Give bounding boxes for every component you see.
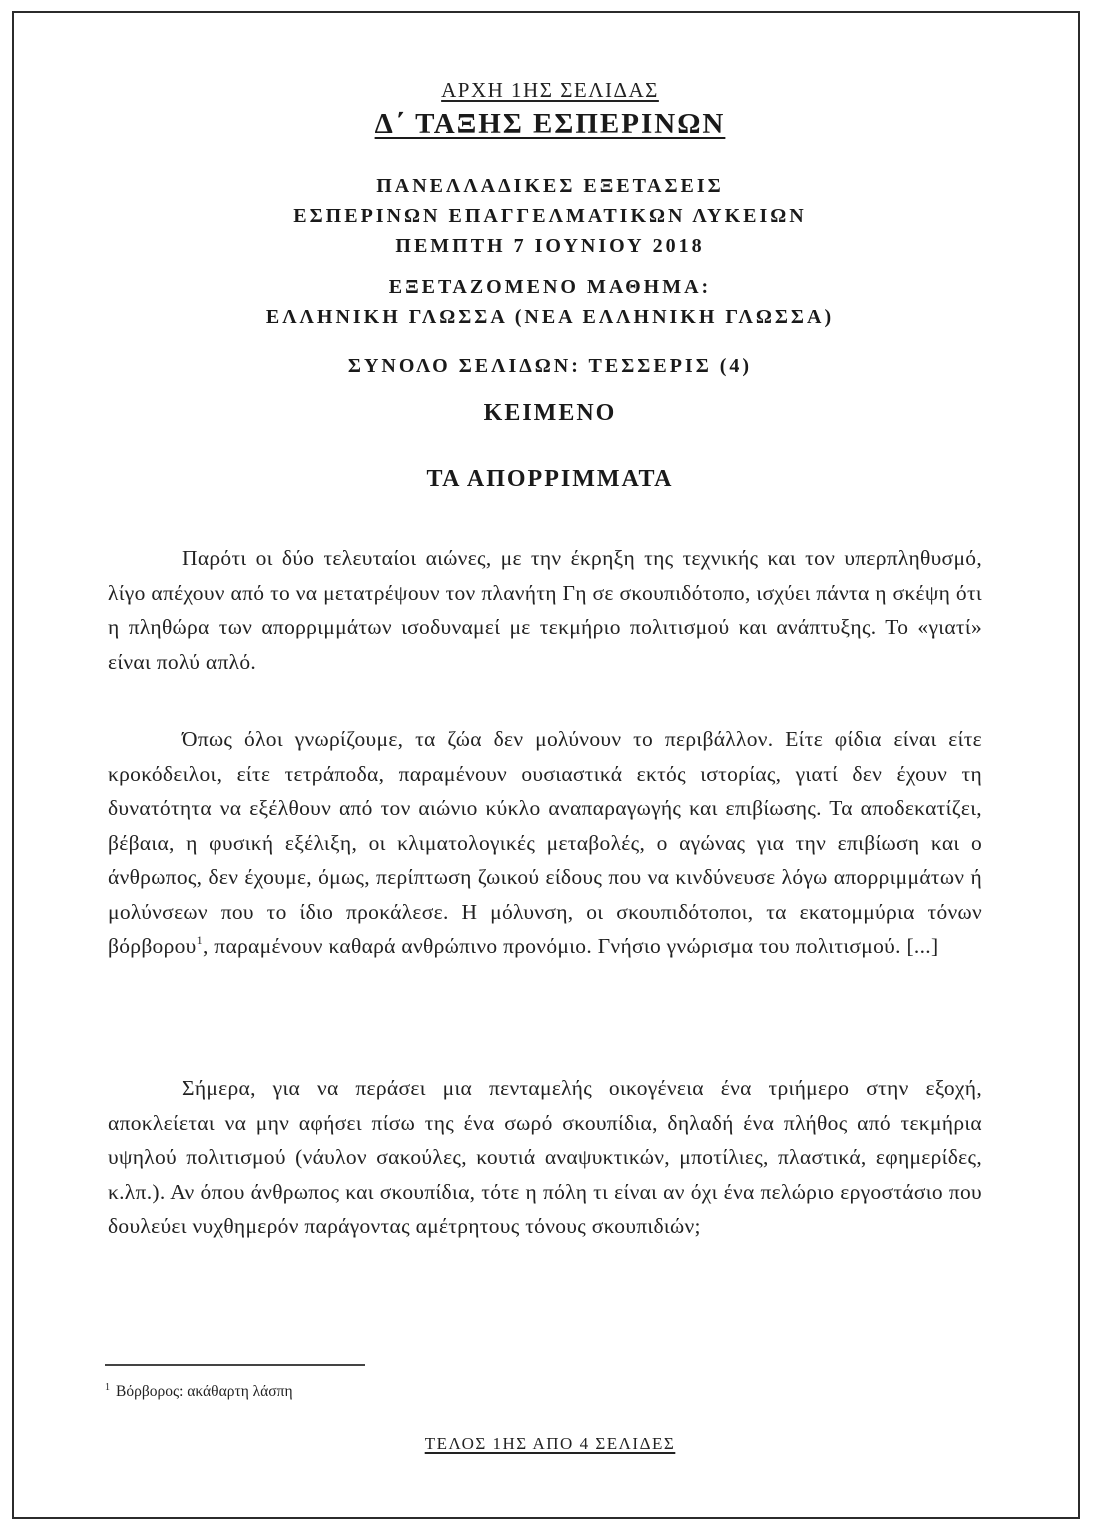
section-heading: ΚΕΙΜΕΝΟ — [483, 400, 617, 426]
paragraph-2-text-start: Όπως όλοι γνωρίζουμε, τα ζώα δεν μολύνουν το περιβάλλον. Είτε φίδια είναι είτε κροκόδειλοι, είτε τετράποδα, παραμένουν ουσιαστικά εκτός ιστορίας, γιατί δεν έχουν τη δυνατότητα να εξέλθουν από τον αιώνιο κύκλο αναπαραγωγής και επιβίωσης. Τα αποδεκατίζει, βέβαια, η φυσική εξέλιξη, οι κλιματολογικές μεταβολές, ο αγώνας για την επιβίωση και ο άνθρωπος, δεν έχουμε, όμως, περίπτωση ζωικού είδους που να κινδύνευσε λόγω απορριμμάτων ή μολύνσεων που το ίδιο προκάλεσε. Η μόλυνση, οι σκουπιδότοποι, τα εκατομμύρια τόνων βόρβορου — [108, 727, 982, 958]
exam-date-line: ΠΕΜΠΤΗ 7 ΙΟΥΝΙΟΥ 2018 — [395, 235, 705, 257]
article-title: ΤΑ ΑΠΟΡΡΙΜΜΑΤΑ — [426, 466, 674, 492]
total-pages: ΣΥΝΟΛΟ ΣΕΛΙΔΩΝ: ΤΕΣΣΕΡΙΣ (4) — [347, 355, 753, 377]
paragraph-1-text: Παρότι οι δύο τελευταίοι αιώνες, με την έκρηξη της τεχνικής και τον υπερπληθυσμό, λίγο απέχουν από το να μετατρέψουν τον πλανήτη Γη σε σκουπιδότοπο, ισχύει πάντα η σκέψη ότι η πληθώρα των απορριμμάτων ισοδυναμεί με τεκμήριο πολιτισμού και ανάπτυξης. Το «γιατί» είναι πολύ απλό. — [108, 546, 982, 674]
exam-school-line: ΕΣΠΕΡΙΝΩΝ ΕΠΑΓΓΕΛΜΑΤΙΚΩΝ ΛΥΚΕΙΩΝ — [293, 205, 807, 227]
footnote-reference: 1 — [196, 933, 203, 947]
footnote-separator — [105, 1364, 365, 1366]
subject-name: ΕΛΛΗΝΙΚΗ ΓΛΩΣΣΑ (ΝΕΑ ΕΛΛΗΝΙΚΗ ΓΛΩΣΣΑ) — [265, 306, 835, 328]
footnote — [105, 1382, 293, 1401]
footnote-number: 1 — [105, 1382, 110, 1393]
paragraph-2 — [108, 722, 982, 964]
subject-label: ΕΞΕΤΑΖΟΜΕΝΟ ΜΑΘΗΜΑ: — [388, 276, 712, 298]
paragraph-3 — [108, 1071, 982, 1244]
footnote-text: Βόρβορος: ακάθαρτη λάσπη — [116, 1383, 293, 1400]
page-end-marker: ΤΕΛΟΣ 1ΗΣ ΑΠΟ 4 ΣΕΛΙΔΕΣ — [424, 1434, 676, 1453]
page-start-marker: ΑΡΧΗ 1ΗΣ ΣΕΛΙΔΑΣ — [441, 78, 659, 102]
paragraph-2-text-end: , παραμένουν καθαρά ανθρώπινο προνόμιο. Γνήσιο γνώρισμα του πολιτισμού. [...] — [202, 934, 939, 958]
paragraph-3-text: Σήμερα, για να περάσει μια πενταμελής οικογένεια ένα τριήμερο στην εξοχή, αποκλείεται να μην αφήσει πίσω της ένα σωρό σκουπίδια, δηλαδή ένα πλήθος από τεκμήρια υψηλού πολιτισμού (νάυλον σακούλες, κουτιά αναψυκτικών, μποτίλιες, πλαστικά, εφημερίδες, κ.λπ.). Αν όπου άνθρωπος και σκουπίδια, τότε η πόλη τι είναι αν όχι ένα πελώριο εργοστάσιο που δουλεύει νυχθημερόν παράγοντας αμέτρητους τόνους σκουπιδιών; — [108, 1076, 982, 1238]
class-title: Δ΄ ΤΑΞΗΣ ΕΣΠΕΡΙΝΩΝ — [374, 108, 726, 140]
exam-title-line: ΠΑΝΕΛΛΑΔΙΚΕΣ ΕΞΕΤΑΣΕΙΣ — [376, 175, 724, 197]
paragraph-1 — [108, 541, 982, 679]
